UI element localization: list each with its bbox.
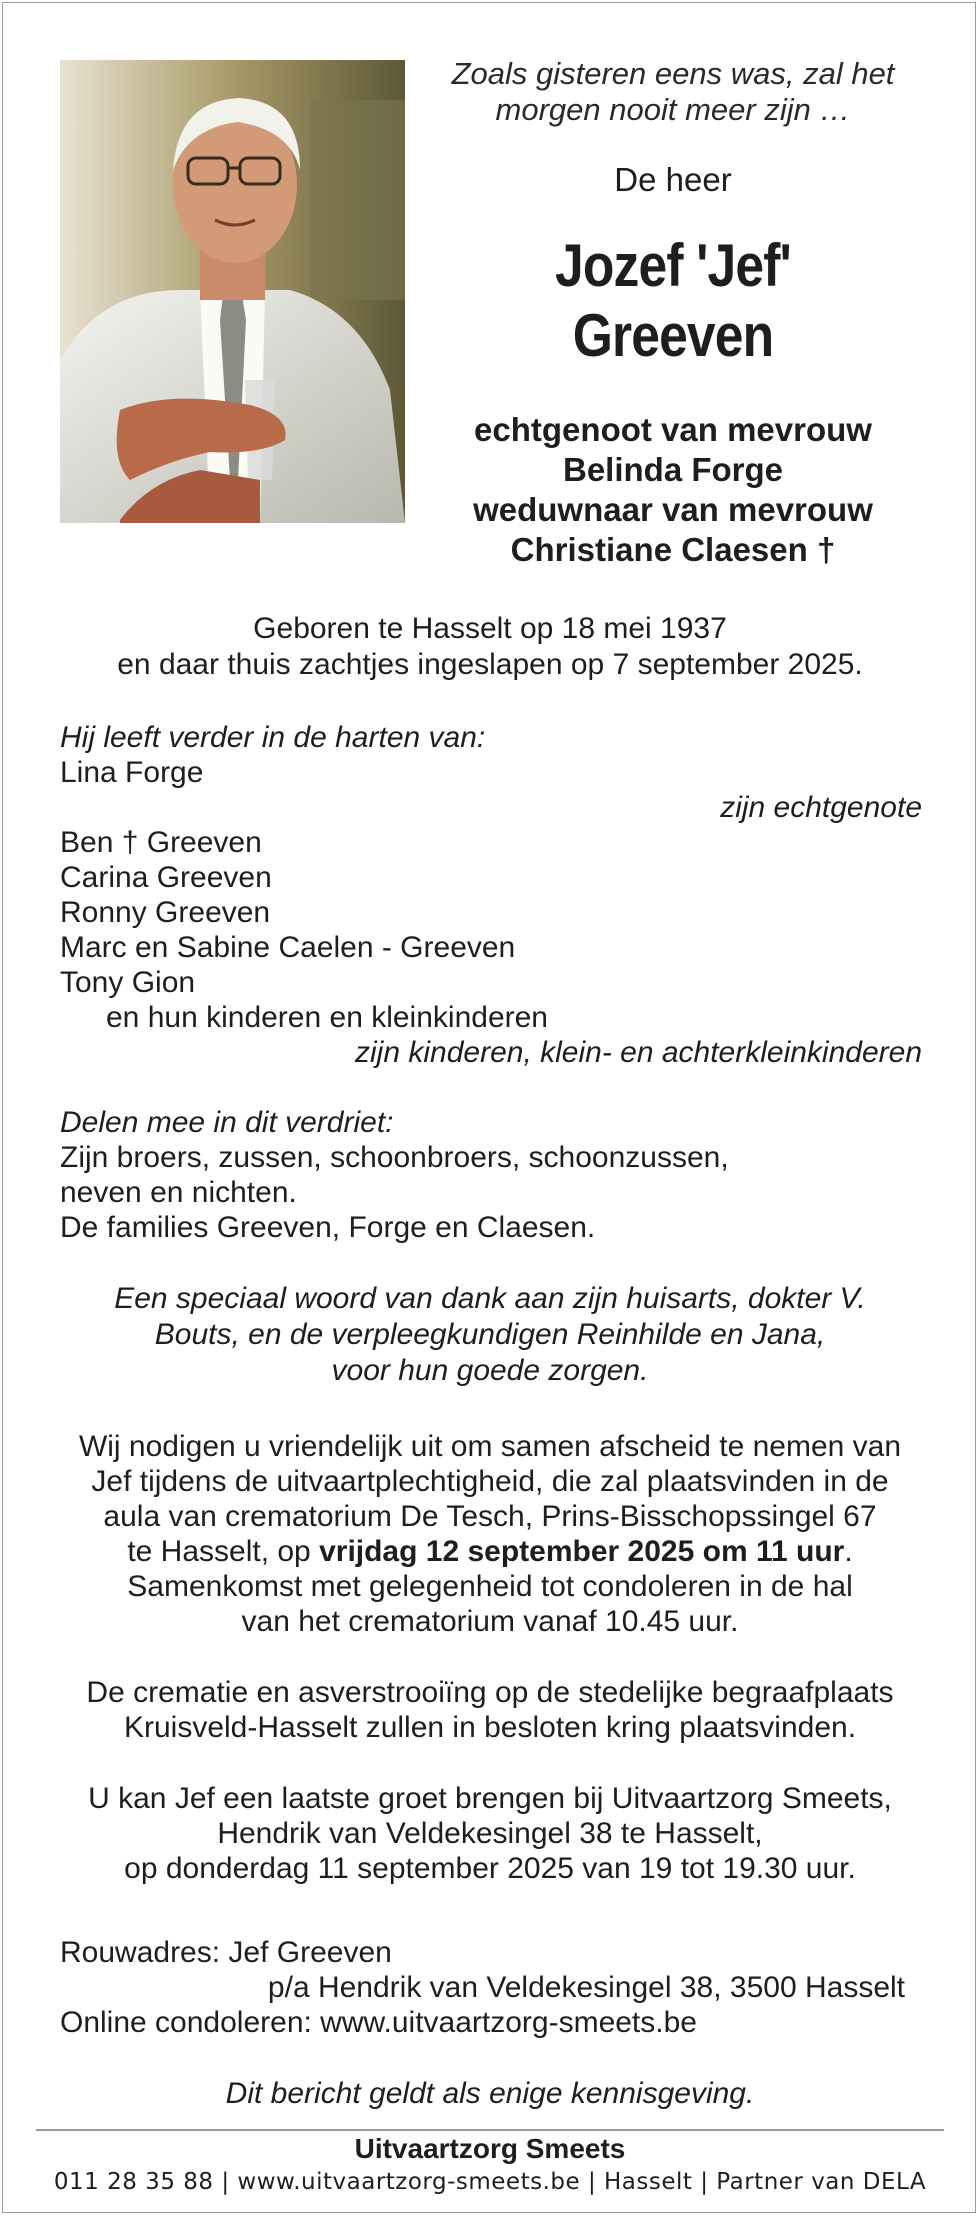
honorific: De heer bbox=[614, 161, 732, 198]
invitation-pre-date: te Hasselt, op bbox=[127, 1535, 320, 1568]
visitation-line: Hendrik van Veldekesingel 38 te Hasselt, bbox=[217, 1817, 763, 1850]
birth-line: Geboren te Hasselt op 18 mei 1937 bbox=[253, 612, 727, 645]
invitation-post-date: . bbox=[844, 1535, 853, 1568]
mourner-child: Ronny Greeven bbox=[60, 896, 271, 929]
sharing-line: neven en nichten. bbox=[60, 1176, 297, 1209]
mourner-child: Carina Greeven bbox=[60, 861, 272, 894]
mourner-partner: Lina Forge bbox=[60, 756, 204, 789]
deceased-name-line: Greeven bbox=[572, 302, 774, 369]
mourner-child: Tony Gion bbox=[60, 966, 196, 999]
invitation-line: van het crematorium vanaf 10.45 uur. bbox=[241, 1605, 739, 1638]
portrait-photo bbox=[60, 60, 405, 523]
motto-line: morgen nooit meer zijn … bbox=[495, 92, 851, 127]
children-relation: zijn kinderen, klein- en achterkleinkinderen bbox=[355, 1036, 922, 1069]
visitation-line: op donderdag 11 september 2025 van 19 tot 19.30 uur. bbox=[124, 1852, 856, 1885]
visitation-line: U kan Jef een laatste groet brengen bij Uitvaartzorg Smeets, bbox=[88, 1782, 892, 1815]
invitation-line: Samenkomst met gelegenheid tot condoleren in de hal bbox=[127, 1570, 853, 1603]
partner-relation: zijn echtgenote bbox=[720, 791, 922, 824]
cremation-line: Kruisveld-Hasselt zullen in besloten kring plaatsvinden. bbox=[123, 1711, 857, 1744]
motto bbox=[433, 56, 913, 128]
invitation-line: Jef tijdens de uitvaartplechtigheid, die zal plaatsvinden in de bbox=[91, 1465, 889, 1498]
sharing-section bbox=[60, 1105, 922, 1245]
death-line: en daar thuis zachtjes ingeslapen op 7 september 2025. bbox=[117, 648, 863, 681]
footer-company: Uitvaartzorg Smeets bbox=[354, 2133, 626, 2164]
funeral-invitation bbox=[3, 1429, 977, 1639]
spouse-line: Christiane Claesen † bbox=[510, 531, 836, 568]
marital-status bbox=[433, 410, 913, 570]
invitation-line: aula van crematorium De Tesch, Prins-Bisschopssingel 67 bbox=[103, 1500, 877, 1533]
thanks-line: Een speciaal woord van dank aan zijn huisarts, dokter V. bbox=[114, 1282, 866, 1315]
mourner-child: Ben † Greeven bbox=[60, 826, 262, 859]
sharing-line: Zijn broers, zussen, schoonbroers, schoonzussen, bbox=[60, 1141, 729, 1174]
invitation-date-line bbox=[3, 1534, 977, 1569]
thanks-line: voor hun goede zorgen. bbox=[331, 1354, 649, 1387]
mourners-heading: Hij leeft verder in de harten van: bbox=[60, 721, 486, 754]
spouse-line: echtgenoot van mevrouw bbox=[474, 411, 872, 448]
mourners-section bbox=[60, 720, 922, 1070]
notice-text: Dit bericht geldt als enige kennisgeving. bbox=[225, 2077, 755, 2110]
deceased-name-line: Jozef 'Jef' bbox=[555, 232, 791, 299]
thanks-section bbox=[3, 1281, 977, 1389]
birth-death-info bbox=[3, 611, 977, 683]
mourning-address-label: Rouwadres: Jef Greeven bbox=[60, 1936, 392, 1969]
thanks-line: Bouts, en de verpleegkundigen Reinhilde en Jana, bbox=[154, 1318, 826, 1351]
motto-line: Zoals gisteren eens was, zal het bbox=[451, 56, 895, 91]
mourning-address-street: p/a Hendrik van Veldekesingel 38, 3500 Hasselt bbox=[267, 1971, 905, 2004]
obituary-card bbox=[2, 2, 976, 2213]
sharing-line: De families Greeven, Forge en Claesen. bbox=[60, 1211, 596, 1244]
footer-contact: 011 28 35 88 | www.uitvaartzorg-smeets.be | Hasselt | Partner van DELA bbox=[53, 2169, 927, 2195]
spouse-line: weduwnaar van mevrouw bbox=[473, 491, 873, 528]
sharing-heading: Delen mee in dit verdriet: bbox=[60, 1106, 394, 1139]
visitation-info bbox=[3, 1781, 977, 1886]
mourner-child: Marc en Sabine Caelen - Greeven bbox=[60, 931, 516, 964]
online-condolence-link[interactable]: Online condoleren: www.uitvaartzorg-smeets.be bbox=[60, 2006, 697, 2039]
deceased-name bbox=[467, 231, 880, 371]
spouse-line: Belinda Forge bbox=[562, 451, 784, 488]
cremation-info bbox=[3, 1675, 977, 1745]
funeral-date: vrijdag 12 september 2025 om 11 uur bbox=[319, 1535, 845, 1568]
invitation-line: Wij nodigen u vriendelijk uit om samen afscheid te nemen van bbox=[78, 1430, 902, 1463]
portrait-illustration bbox=[60, 60, 405, 523]
footer-divider bbox=[36, 2129, 944, 2131]
mourner-descendants: en hun kinderen en kleinkinderen bbox=[106, 1001, 548, 1034]
cremation-line: De crematie en asverstrooiïng op de stedelijke begraafplaats bbox=[86, 1676, 894, 1709]
